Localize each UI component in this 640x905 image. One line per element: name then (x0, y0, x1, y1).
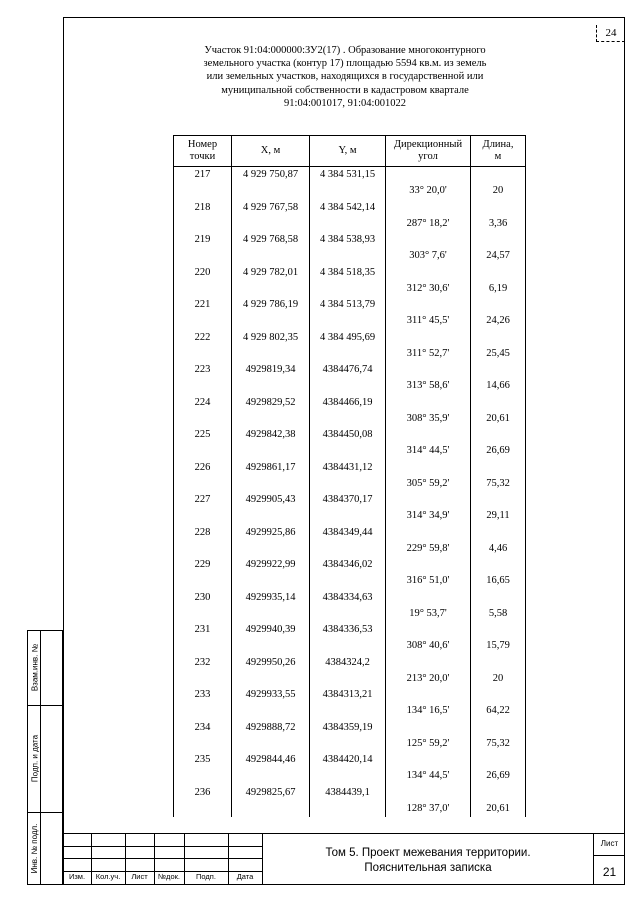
cell-y: 4 384 513,79 (310, 297, 386, 313)
cell-y: 4 384 495,69 (310, 330, 386, 346)
cell-point-number: 219 (174, 232, 232, 248)
cell-point-number: 226 (174, 460, 232, 476)
stamp-value-cell (40, 630, 63, 706)
cell-empty (174, 768, 232, 784)
cell-empty (310, 703, 386, 719)
cell-empty (174, 638, 232, 654)
table-row (174, 525, 526, 541)
cell-point-number: 227 (174, 492, 232, 508)
cell-empty (386, 265, 471, 281)
cell-direction-angle: 213° 20,0' (386, 671, 471, 687)
cell-length: 6,19 (471, 281, 526, 297)
cell-empty (310, 183, 386, 199)
cell-x: 4929925,86 (232, 525, 310, 541)
stamp-vzam (27, 630, 63, 706)
table-row (174, 395, 526, 411)
heading-line: земельного участка (контур 17) площадью 5594 кв.м. из земель (203, 58, 487, 70)
cell-empty (471, 167, 526, 184)
table-row (174, 703, 526, 719)
section-heading (160, 44, 530, 110)
cell-length: 26,69 (471, 443, 526, 459)
cell-empty (232, 606, 310, 622)
cell-empty (232, 703, 310, 719)
cell-point-number: 222 (174, 330, 232, 346)
cell-empty (386, 590, 471, 606)
header-text: угол (418, 151, 438, 162)
caption-ndok: №док. (158, 872, 180, 881)
cell-empty (232, 736, 310, 752)
table-row (174, 411, 526, 427)
table-body (174, 167, 526, 818)
cell-empty (386, 427, 471, 443)
cell-x: 4929825,67 (232, 785, 310, 801)
table-row (174, 200, 526, 216)
table-row (174, 655, 526, 671)
cell-direction-angle: 229° 59,8' (386, 541, 471, 557)
stamp-label: Инв. № подл. (30, 823, 39, 873)
cell-empty (386, 232, 471, 248)
cell-x: 4929933,55 (232, 687, 310, 703)
cell-empty (471, 330, 526, 346)
cell-empty (174, 216, 232, 232)
cell-empty (386, 492, 471, 508)
cell-empty (471, 655, 526, 671)
cell-empty (386, 785, 471, 801)
cell-empty (310, 378, 386, 394)
table-row (174, 785, 526, 801)
cell-direction-angle: 311° 45,5' (386, 313, 471, 329)
table-row (174, 687, 526, 703)
cell-empty (174, 378, 232, 394)
cell-length: 25,45 (471, 346, 526, 362)
cell-empty (471, 232, 526, 248)
table-row (174, 330, 526, 346)
table-row (174, 248, 526, 264)
cell-empty (232, 313, 310, 329)
cell-direction-angle: 303° 7,6' (386, 248, 471, 264)
cell-point-number: 221 (174, 297, 232, 313)
cell-direction-angle: 312° 30,6' (386, 281, 471, 297)
cell-empty (232, 378, 310, 394)
cell-direction-angle: 134° 44,5' (386, 768, 471, 784)
header-text: Номер (187, 139, 218, 150)
sheet-label: Лист (600, 839, 619, 848)
caption-izm: Изм. (68, 872, 86, 881)
cell-empty (174, 736, 232, 752)
cell-point-number: 233 (174, 687, 232, 703)
cell-length: 5,58 (471, 606, 526, 622)
cell-x: 4929950,26 (232, 655, 310, 671)
cell-x: 4 929 802,35 (232, 330, 310, 346)
cell-empty (310, 573, 386, 589)
cell-y: 4384431,12 (310, 460, 386, 476)
cell-direction-angle: 313° 58,6' (386, 378, 471, 394)
cell-x: 4929935,14 (232, 590, 310, 606)
document-title-line: Том 5. Проект межевания территории. (325, 847, 531, 859)
cell-empty (232, 508, 310, 524)
table-row (174, 346, 526, 362)
cell-length: 20,61 (471, 801, 526, 817)
cell-empty (310, 411, 386, 427)
cell-empty (386, 655, 471, 671)
cell-empty (471, 427, 526, 443)
heading-line: 91:04:001017, 91:04:001022 (284, 97, 406, 109)
heading-line: Участок 91:04:000000:ЗУ2(17) . Образование многоконтурного (204, 45, 486, 56)
cell-length: 20 (471, 183, 526, 199)
cell-empty (232, 346, 310, 362)
cell-point-number: 220 (174, 265, 232, 281)
cell-empty (232, 638, 310, 654)
divider (63, 858, 262, 859)
cell-empty (386, 687, 471, 703)
revision-grid (63, 833, 262, 885)
cell-empty (310, 736, 386, 752)
table-row (174, 265, 526, 281)
cell-empty (386, 395, 471, 411)
cell-point-number: 231 (174, 622, 232, 638)
cell-point-number: 223 (174, 362, 232, 378)
cell-empty (174, 183, 232, 199)
table-row (174, 427, 526, 443)
cell-empty (310, 638, 386, 654)
cell-length: 4,46 (471, 541, 526, 557)
cell-x: 4 929 768,58 (232, 232, 310, 248)
cell-length: 20,61 (471, 411, 526, 427)
cell-empty (310, 281, 386, 297)
heading-line: муниципальной собственности в кадастровом квартале (221, 84, 469, 96)
cell-direction-angle: 287° 18,2' (386, 216, 471, 232)
cell-empty (471, 525, 526, 541)
cell-point-number: 229 (174, 557, 232, 573)
cell-empty (310, 248, 386, 264)
cell-direction-angle: 134° 16,5' (386, 703, 471, 719)
document-title (262, 833, 593, 885)
cell-empty (386, 720, 471, 736)
header-text: Длина, (482, 139, 514, 150)
cell-y: 4384324,2 (310, 655, 386, 671)
cell-direction-angle: 308° 40,6' (386, 638, 471, 654)
cell-empty (386, 557, 471, 573)
heading-line: или земельных участков, находящихся в государственной или (206, 71, 484, 83)
cell-empty (471, 200, 526, 216)
header-direction-angle (386, 136, 471, 167)
table-row (174, 297, 526, 313)
cell-length: 24,26 (471, 313, 526, 329)
caption-kol-uch: Кол.уч. (95, 872, 121, 881)
cell-y: 4384313,21 (310, 687, 386, 703)
table-header-row (174, 136, 526, 167)
table-row (174, 232, 526, 248)
cell-y: 4384450,08 (310, 427, 386, 443)
cell-x: 4 929 767,58 (232, 200, 310, 216)
cell-x: 4929940,39 (232, 622, 310, 638)
cell-direction-angle: 33° 20,0' (386, 183, 471, 199)
cell-empty (174, 573, 232, 589)
cell-empty (174, 443, 232, 459)
cell-point-number: 236 (174, 785, 232, 801)
cell-x: 4929842,38 (232, 427, 310, 443)
table-row (174, 590, 526, 606)
cell-x: 4929844,46 (232, 752, 310, 768)
cell-empty (310, 346, 386, 362)
cell-empty (174, 411, 232, 427)
cell-empty (174, 313, 232, 329)
header-x: X, м (232, 136, 310, 167)
cell-point-number: 217 (174, 167, 232, 184)
cell-empty (174, 508, 232, 524)
cell-empty (471, 460, 526, 476)
cell-empty (232, 768, 310, 784)
cell-direction-angle: 316° 51,0' (386, 573, 471, 589)
cell-x: 4929922,99 (232, 557, 310, 573)
table-row (174, 183, 526, 199)
table-row (174, 622, 526, 638)
cell-direction-angle: 314° 44,5' (386, 443, 471, 459)
cell-empty (232, 281, 310, 297)
cell-length: 3,36 (471, 216, 526, 232)
table-row (174, 460, 526, 476)
cell-y: 4384336,53 (310, 622, 386, 638)
cell-direction-angle: 128° 37,0' (386, 801, 471, 817)
header-text: Дирекционный (393, 139, 463, 150)
cell-y: 4 384 518,35 (310, 265, 386, 281)
table-row (174, 801, 526, 817)
table-row (174, 167, 526, 184)
table-row (174, 313, 526, 329)
cell-empty (386, 622, 471, 638)
header-y: Y, м (310, 136, 386, 167)
header-point-number (174, 136, 232, 167)
table-row (174, 768, 526, 784)
cell-length: 20 (471, 671, 526, 687)
cell-empty (386, 200, 471, 216)
caption-podp: Подп. (196, 872, 216, 881)
table-row (174, 736, 526, 752)
stamp-podp (27, 705, 63, 813)
cell-y: 4384466,19 (310, 395, 386, 411)
cell-empty (386, 362, 471, 378)
stamp-label: Подп. и дата (30, 734, 40, 783)
table-row (174, 573, 526, 589)
cell-direction-angle: 305° 59,2' (386, 476, 471, 492)
stamp-label-cell (27, 630, 41, 706)
stamp-value-cell (40, 705, 63, 813)
cell-length: 64,22 (471, 703, 526, 719)
cell-empty (174, 606, 232, 622)
cell-y: 4384349,44 (310, 525, 386, 541)
cell-empty (471, 687, 526, 703)
cell-y: 4384370,17 (310, 492, 386, 508)
header-length (471, 136, 526, 167)
cell-point-number: 232 (174, 655, 232, 671)
cell-empty (386, 330, 471, 346)
cell-empty (310, 508, 386, 524)
cell-empty (471, 297, 526, 313)
cell-point-number: 235 (174, 752, 232, 768)
cell-empty (232, 216, 310, 232)
table-row (174, 216, 526, 232)
cell-empty (232, 541, 310, 557)
cell-empty (174, 346, 232, 362)
cell-length: 75,32 (471, 476, 526, 492)
table-row (174, 638, 526, 654)
cell-y: 4 384 531,15 (310, 167, 386, 184)
cell-empty (310, 313, 386, 329)
cell-direction-angle: 19° 53,7' (386, 606, 471, 622)
cell-length: 75,32 (471, 736, 526, 752)
cell-empty (310, 671, 386, 687)
cell-y: 4384359,19 (310, 720, 386, 736)
table-row (174, 443, 526, 459)
cell-empty (386, 460, 471, 476)
cell-empty (174, 541, 232, 557)
stamp-label-cell (27, 812, 41, 885)
cell-x: 4929861,17 (232, 460, 310, 476)
cell-point-number: 224 (174, 395, 232, 411)
cell-length: 29,11 (471, 508, 526, 524)
cell-empty (232, 248, 310, 264)
stamp-value-cell (40, 812, 63, 885)
table-row (174, 378, 526, 394)
cell-empty (471, 785, 526, 801)
cell-y: 4384346,02 (310, 557, 386, 573)
cell-empty (471, 752, 526, 768)
caption-data: Дата (236, 872, 254, 881)
document-title-line: Пояснительная записка (364, 862, 492, 874)
title-block (63, 833, 625, 885)
stamp-inv (27, 812, 63, 885)
cell-empty (232, 671, 310, 687)
cell-direction-angle: 314° 34,9' (386, 508, 471, 524)
cell-y: 4 384 538,93 (310, 232, 386, 248)
cell-x: 4 929 750,87 (232, 167, 310, 184)
cell-empty (471, 622, 526, 638)
cell-empty (386, 167, 471, 184)
cell-empty (174, 703, 232, 719)
cell-empty (174, 476, 232, 492)
cell-empty (232, 443, 310, 459)
cell-empty (310, 606, 386, 622)
page-corner-number: 24 (596, 25, 625, 42)
cell-empty (310, 443, 386, 459)
cell-point-number: 228 (174, 525, 232, 541)
cell-empty (174, 281, 232, 297)
cell-empty (471, 590, 526, 606)
cell-empty (471, 265, 526, 281)
cell-length: 26,69 (471, 768, 526, 784)
table-row (174, 492, 526, 508)
sheet-number: 21 (602, 865, 617, 879)
cell-length: 14,66 (471, 378, 526, 394)
table-row (174, 671, 526, 687)
table-row (174, 476, 526, 492)
cell-empty (471, 492, 526, 508)
cell-y: 4384420,14 (310, 752, 386, 768)
cell-y: 4384476,74 (310, 362, 386, 378)
cell-empty (174, 248, 232, 264)
cell-y: 4384439,1 (310, 785, 386, 801)
cell-empty (386, 752, 471, 768)
cell-length: 15,79 (471, 638, 526, 654)
cell-empty (386, 525, 471, 541)
cell-x: 4929905,43 (232, 492, 310, 508)
cell-y: 4 384 542,14 (310, 200, 386, 216)
cell-empty (471, 720, 526, 736)
table-row (174, 606, 526, 622)
table-row (174, 362, 526, 378)
cell-point-number: 234 (174, 720, 232, 736)
cell-x: 4 929 786,19 (232, 297, 310, 313)
cell-y: 4384334,63 (310, 590, 386, 606)
table-row (174, 720, 526, 736)
cell-x: 4929888,72 (232, 720, 310, 736)
cell-empty (386, 297, 471, 313)
cell-point-number: 230 (174, 590, 232, 606)
stamp-label: Взам.инв. № (30, 643, 40, 692)
cell-empty (310, 541, 386, 557)
table-row (174, 557, 526, 573)
cell-length: 16,65 (471, 573, 526, 589)
cell-empty (174, 671, 232, 687)
cell-empty (471, 395, 526, 411)
cell-point-number: 218 (174, 200, 232, 216)
cell-empty (310, 801, 386, 817)
header-text: точки (189, 151, 216, 162)
stamp-label-cell (27, 705, 41, 813)
cell-x: 4929829,52 (232, 395, 310, 411)
table-row (174, 752, 526, 768)
header-text: м (494, 151, 502, 162)
cell-point-number: 225 (174, 427, 232, 443)
table-row (174, 281, 526, 297)
cell-empty (232, 573, 310, 589)
cell-empty (310, 216, 386, 232)
cell-empty (471, 557, 526, 573)
cell-length: 24,57 (471, 248, 526, 264)
cell-x: 4929819,34 (232, 362, 310, 378)
table-row (174, 541, 526, 557)
cell-empty (232, 183, 310, 199)
cell-empty (232, 801, 310, 817)
caption-list: Лист (131, 872, 148, 881)
divider (63, 846, 262, 847)
cell-empty (310, 476, 386, 492)
divider (594, 855, 625, 856)
cell-empty (232, 411, 310, 427)
cell-direction-angle: 311° 52,7' (386, 346, 471, 362)
cell-x: 4 929 782,01 (232, 265, 310, 281)
cell-direction-angle: 125° 59,2' (386, 736, 471, 752)
cell-empty (232, 476, 310, 492)
sheet-cell (593, 833, 625, 885)
table-row (174, 508, 526, 524)
cell-empty (174, 801, 232, 817)
cell-direction-angle: 308° 35,9' (386, 411, 471, 427)
cell-empty (471, 362, 526, 378)
cell-empty (310, 768, 386, 784)
coordinates-table (173, 135, 526, 817)
